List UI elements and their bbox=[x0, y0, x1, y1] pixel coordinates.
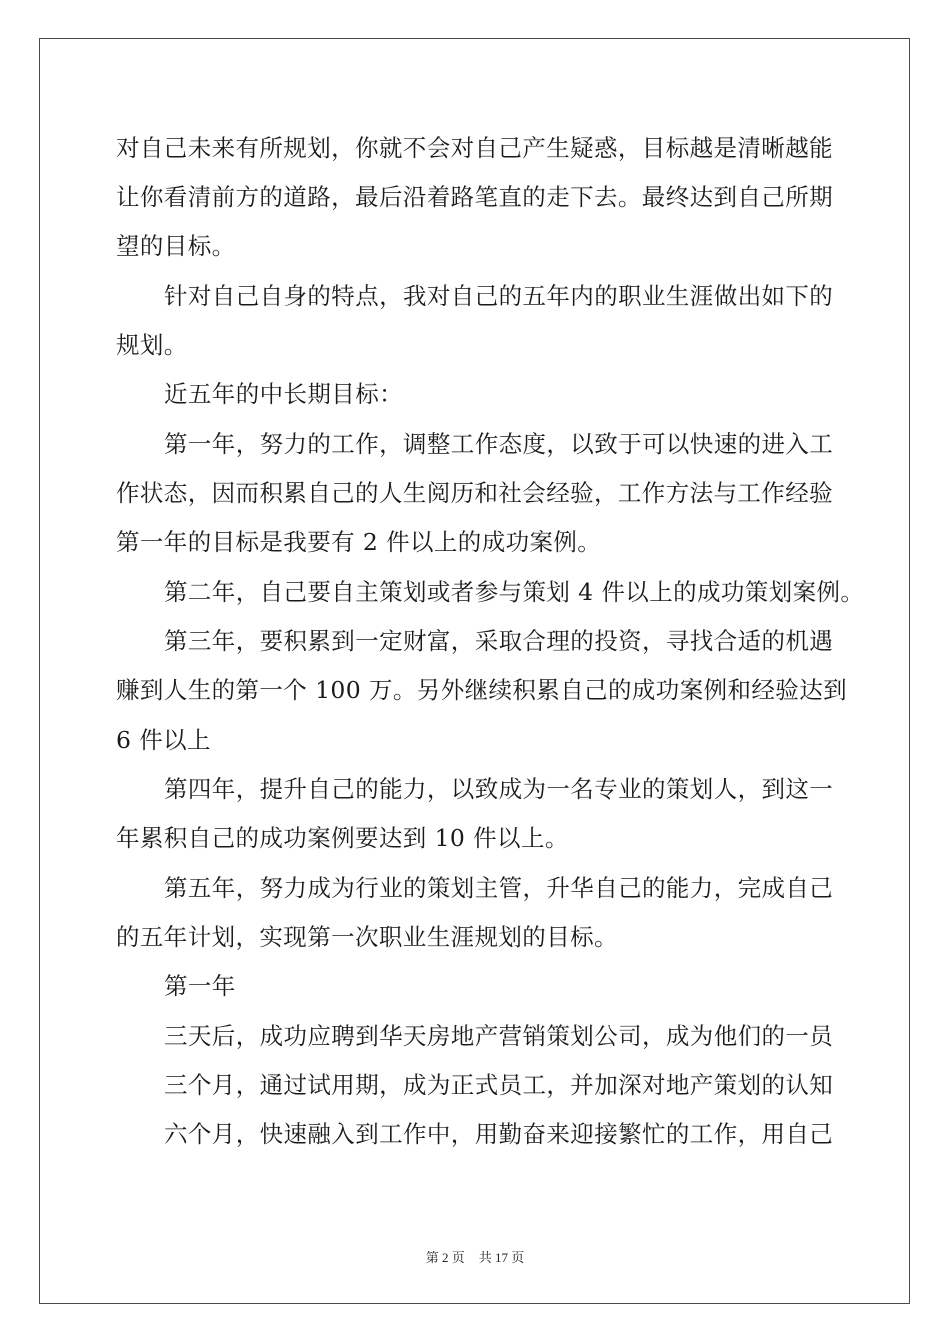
text-line: 望的目标。 bbox=[116, 232, 236, 260]
text-line: 三个月，通过试用期，成为正式员工，并加深对地产策划的认知 bbox=[164, 1071, 834, 1099]
text-line: 的五年计划，实现第一次职业生涯规划的目标。 bbox=[116, 923, 618, 951]
page-footer bbox=[0, 1247, 950, 1266]
text-line: 对自己未来有所规划，你就不会对自己产生疑惑，目标越是清晰越能 bbox=[116, 134, 833, 162]
text-line: 让你看清前方的道路，最后沿着路笔直的走下去。最终达到自己所期 bbox=[116, 183, 833, 211]
text-line: 第一年的目标是我要有 2 件以上的成功案例。 bbox=[116, 528, 602, 556]
text-line: 6 件以上 bbox=[116, 726, 211, 754]
text-line: 第一年，努力的工作，调整工作态度，以致于可以快速的进入工 bbox=[164, 430, 834, 458]
text-line: 年累积自己的成功案例要达到 10 件以上。 bbox=[116, 824, 569, 852]
text-line: 第三年，要积累到一定财富，采取合理的投资，寻找合适的机遇 bbox=[164, 627, 834, 655]
text-line: 第四年，提升自己的能力，以致成为一名专业的策划人，到这一 bbox=[164, 775, 834, 803]
page-number: 第 2 页 bbox=[425, 1250, 465, 1265]
text-line: 针对自己自身的特点，我对自己的五年内的职业生涯做出如下的 bbox=[164, 282, 834, 310]
text-line: 六个月，快速融入到工作中，用勤奋来迎接繁忙的工作，用自己 bbox=[164, 1120, 834, 1148]
text-line: 第五年，努力成为行业的策划主管，升华自己的能力，完成自己 bbox=[164, 874, 834, 902]
text-line: 第二年，自己要自主策划或者参与策划 4 件以上的成功策划案例。 bbox=[164, 578, 865, 606]
section-heading: 第一年 bbox=[164, 972, 236, 1000]
text-line: 作状态，因而积累自己的人生阅历和社会经验，工作方法与工作经验 bbox=[116, 479, 833, 507]
text-line: 赚到人生的第一个 100 万。另外继续积累自己的成功案例和经验达到 bbox=[116, 676, 847, 704]
section-heading: 近五年的中长期目标： bbox=[164, 380, 403, 408]
page-total: 共 17 页 bbox=[478, 1250, 525, 1265]
text-line: 规划。 bbox=[116, 331, 188, 359]
text-line: 三天后，成功应聘到华天房地产营销策划公司，成为他们的一员 bbox=[164, 1022, 834, 1050]
